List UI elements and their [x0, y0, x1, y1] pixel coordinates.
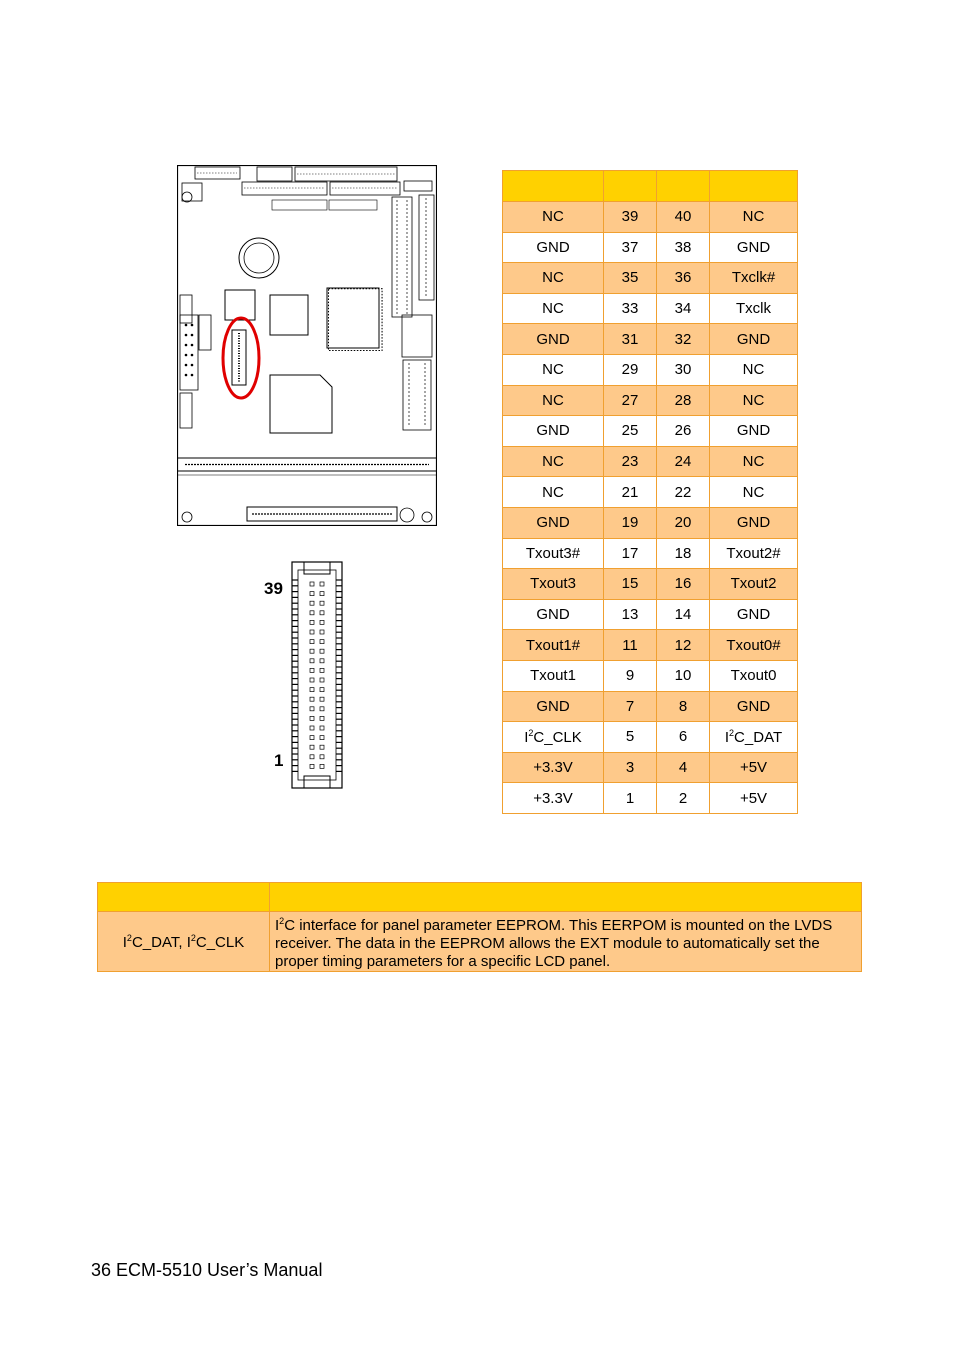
right-pin-cell: 4	[657, 752, 710, 783]
pin-39-label: 39	[264, 579, 283, 598]
right-pin-cell: 28	[657, 385, 710, 416]
right-pin-cell: 16	[657, 569, 710, 600]
left-signal-cell: GND	[503, 416, 604, 447]
left-signal-cell: GND	[503, 691, 604, 722]
desc-table-header	[98, 883, 862, 912]
right-signal-cell: Txout0	[710, 660, 798, 691]
pin-row	[503, 232, 798, 263]
left-signal-cell: NC	[503, 477, 604, 508]
left-signal-cell: Txout3	[503, 569, 604, 600]
left-pin-cell: 9	[604, 660, 657, 691]
connector-pinout-figure	[262, 560, 348, 790]
left-signal-cell: NC	[503, 354, 604, 385]
pin-row	[503, 263, 798, 294]
right-signal-cell: Txout2#	[710, 538, 798, 569]
right-signal-cell: NC	[710, 385, 798, 416]
left-pin-cell: 37	[604, 232, 657, 263]
right-pin-cell: 6	[657, 722, 710, 753]
board-layout-diagram	[177, 165, 437, 526]
left-signal-cell: +3.3V	[503, 752, 604, 783]
left-signal-cell: NC	[503, 385, 604, 416]
left-pin-cell: 33	[604, 293, 657, 324]
right-signal-cell: Txclk	[710, 293, 798, 324]
left-pin-cell: 17	[604, 538, 657, 569]
left-signal-cell: Txout3#	[503, 538, 604, 569]
pin-row	[503, 202, 798, 233]
right-pin-cell: 38	[657, 232, 710, 263]
right-pin-cell: 36	[657, 263, 710, 294]
right-pin-cell: 10	[657, 660, 710, 691]
right-pin-cell: 8	[657, 691, 710, 722]
left-signal-cell: +3.3V	[503, 783, 604, 814]
left-pin-cell: 23	[604, 446, 657, 477]
header-cell	[270, 883, 862, 912]
signal-description-table	[97, 882, 862, 972]
pin-row	[503, 324, 798, 355]
left-signal-cell: NC	[503, 202, 604, 233]
left-pin-cell: 29	[604, 354, 657, 385]
left-pin-cell: 1	[604, 783, 657, 814]
header-cell	[98, 883, 270, 912]
pin-row	[503, 569, 798, 600]
pin-row	[503, 477, 798, 508]
left-pin-cell: 27	[604, 385, 657, 416]
right-signal-cell: GND	[710, 232, 798, 263]
right-signal-cell: Txout0#	[710, 630, 798, 661]
pin-row	[503, 722, 798, 753]
right-signal-cell: $I^2C\_DAT$	[710, 722, 798, 753]
right-signal-cell: NC	[710, 354, 798, 385]
left-pin-cell: 21	[604, 477, 657, 508]
right-pin-cell: 20	[657, 507, 710, 538]
left-pin-cell: 25	[604, 416, 657, 447]
pin-row	[503, 660, 798, 691]
left-pin-cell: 19	[604, 507, 657, 538]
right-pin-cell: 30	[657, 354, 710, 385]
right-pin-cell: 12	[657, 630, 710, 661]
left-signal-cell: NC	[503, 446, 604, 477]
left-signal-cell: GND	[503, 599, 604, 630]
pin-table-header	[503, 171, 798, 202]
left-pin-cell: 7	[604, 691, 657, 722]
left-signal-cell: GND	[503, 232, 604, 263]
pin-row	[503, 293, 798, 324]
pin-assignment-table	[502, 170, 798, 814]
right-signal-cell: NC	[710, 446, 798, 477]
right-pin-cell: 40	[657, 202, 710, 233]
header-cell	[503, 171, 604, 202]
pin-row	[503, 446, 798, 477]
pin-row	[503, 630, 798, 661]
right-signal-cell: NC	[710, 477, 798, 508]
right-signal-cell: GND	[710, 324, 798, 355]
right-signal-cell: +5V	[710, 752, 798, 783]
left-signal-cell: NC	[503, 293, 604, 324]
left-pin-cell: 15	[604, 569, 657, 600]
left-pin-cell: 35	[604, 263, 657, 294]
left-signal-cell: Txout1	[503, 660, 604, 691]
right-pin-cell: 32	[657, 324, 710, 355]
left-signal-cell: Txout1#	[503, 630, 604, 661]
left-pin-cell: 11	[604, 630, 657, 661]
right-signal-cell: GND	[710, 507, 798, 538]
pin-row	[503, 752, 798, 783]
right-pin-cell: 34	[657, 293, 710, 324]
signal-name-cell	[98, 912, 270, 972]
right-signal-cell: GND	[710, 599, 798, 630]
left-pin-cell: 5	[604, 722, 657, 753]
signal-description-cell	[270, 912, 862, 972]
left-pin-cell: 39	[604, 202, 657, 233]
header-cell	[657, 171, 710, 202]
signal-name: $I^2C\_DAT$, $I^2C\_CLK$	[122, 932, 245, 951]
left-signal-cell: $I^2C\_CLK$	[503, 722, 604, 753]
right-signal-cell: Txclk#	[710, 263, 798, 294]
right-pin-cell: 26	[657, 416, 710, 447]
pin-row	[503, 354, 798, 385]
left-pin-cell: 3	[604, 752, 657, 783]
header-cell	[710, 171, 798, 202]
right-signal-cell: +5V	[710, 783, 798, 814]
pin-row	[503, 538, 798, 569]
pin-row	[503, 691, 798, 722]
right-pin-cell: 22	[657, 477, 710, 508]
pin-row	[503, 416, 798, 447]
left-signal-cell: GND	[503, 324, 604, 355]
right-pin-cell: 24	[657, 446, 710, 477]
right-signal-cell: NC	[710, 202, 798, 233]
right-signal-cell: Txout2	[710, 569, 798, 600]
right-pin-cell: 14	[657, 599, 710, 630]
left-signal-cell: GND	[503, 507, 604, 538]
right-signal-cell: GND	[710, 691, 798, 722]
right-pin-cell: 18	[657, 538, 710, 569]
right-pin-cell: 2	[657, 783, 710, 814]
desc-table-row	[98, 912, 862, 972]
header-cell	[604, 171, 657, 202]
signal-description: $I^2C$ interface for panel parameter EEPROM. This EERPOM is mounted on the LVDS receiver. The data in the EEPROM allows the EXT module to automatically set the proper timing parameters for a specific LCD panel.	[275, 916, 833, 970]
left-pin-cell: 13	[604, 599, 657, 630]
right-signal-cell: GND	[710, 416, 798, 447]
pin-row	[503, 507, 798, 538]
pin-row	[503, 385, 798, 416]
left-pin-cell: 31	[604, 324, 657, 355]
left-signal-cell: NC	[503, 263, 604, 294]
page-footer: 36 ECM-5510 User’s Manual	[91, 1260, 323, 1280]
pin-row	[503, 599, 798, 630]
pin-1-label: 1	[274, 751, 284, 770]
pin-row	[503, 783, 798, 814]
